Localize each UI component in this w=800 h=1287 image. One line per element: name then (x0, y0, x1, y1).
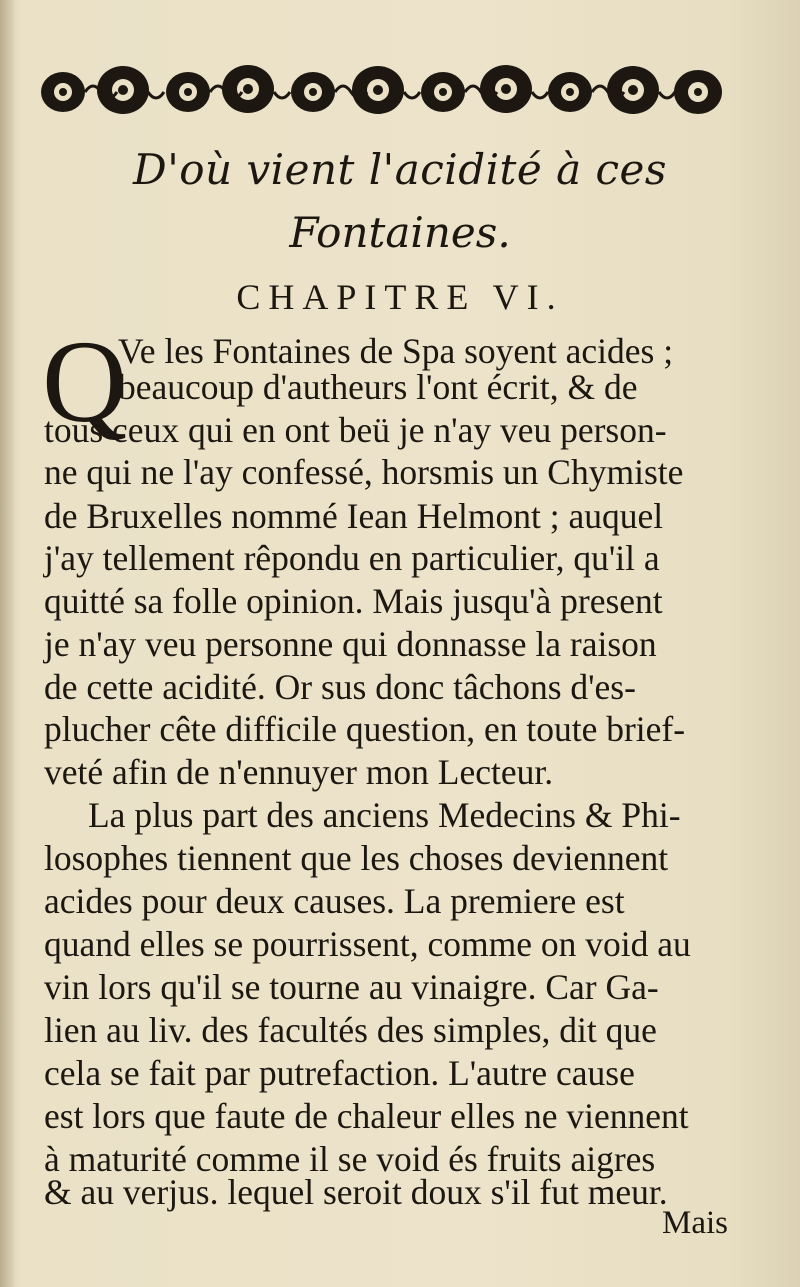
text-line: beaucoup d'autheurs l'ont écrit, & de (118, 367, 638, 407)
text-line: plucher cête difficile question, en toute brief- (44, 709, 686, 749)
chapter-title-line-1: D'où vient l'acidité à ces (133, 145, 667, 194)
text-line: je n'ay veu personne qui donnasse la raison (44, 624, 657, 664)
text-line: ne qui ne l'ay confessé, horsmis un Chymiste (44, 452, 684, 492)
headpiece-ornament (38, 62, 728, 122)
text-line: à maturité comme il se void és fruits aigres (44, 1139, 656, 1179)
text-line: quitté sa folle opinion. Mais jusqu'à present (44, 581, 663, 621)
text-line: losophes tiennent que les choses deviennent (44, 838, 669, 878)
text-line: La plus part des anciens Medecins & Phi- (88, 795, 681, 835)
text-line: lien au liv. des facultés des simples, dit que (44, 1010, 657, 1050)
text-line: de Bruxelles nommé Iean Helmont ; auquel (44, 496, 664, 536)
drop-capital: Q (42, 316, 128, 447)
text-line: veté afin de n'ennuyer mon Lecteur. (44, 752, 554, 792)
text-line: est lors que faute de chaleur elles ne viennent (44, 1096, 689, 1136)
text-line: vin lors qu'il se tourne au vinaigre. Car Ga- (44, 967, 659, 1007)
chapter-heading: CHAPITRE VI. (236, 277, 564, 317)
text-line: quand elles se pourrissent, comme on void au (44, 924, 691, 964)
text-line: & au verjus. lequel seroit doux s'il fut meur. (44, 1172, 668, 1212)
chapter-title-line-2: Fontaines. (289, 208, 511, 257)
text-line: j'ay tellement rêpondu en particulier, qu'il a (44, 538, 660, 578)
text-line: tous ceux qui en ont beü je n'ay veu person- (44, 410, 667, 450)
text-line: cela se fait par putrefaction. L'autre cause (44, 1053, 635, 1093)
text-line: Ve les Fontaines de Spa soyent acides ; (118, 331, 674, 371)
text-line: de cette acidité. Or sus donc tâchons d'es- (44, 667, 636, 707)
catchword: Mais (662, 1205, 728, 1241)
text-line: acides pour deux causes. La premiere est (44, 881, 625, 921)
